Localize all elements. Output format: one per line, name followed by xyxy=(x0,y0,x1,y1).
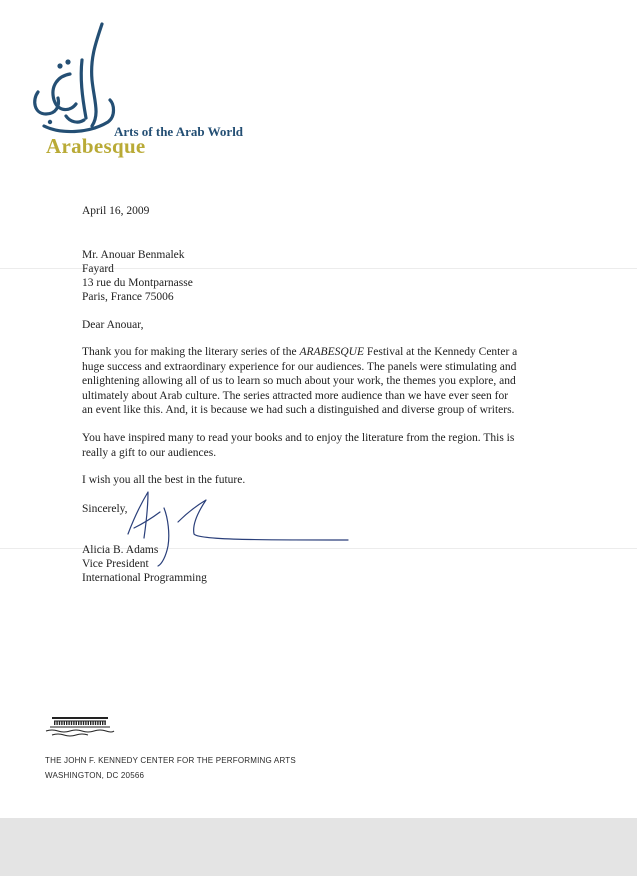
paragraph-line: ultimately about Arab culture. The series attracted more audience than we have ever seen for xyxy=(82,389,509,402)
salutation: Dear Anouar, xyxy=(82,319,144,331)
body-paragraph-1 xyxy=(82,345,582,418)
body-paragraph-3: I wish you all the best in the future. xyxy=(82,474,246,486)
footer-address: WASHINGTON, DC 20566 xyxy=(45,771,145,780)
recipient-company: Fayard xyxy=(82,263,114,275)
recipient-street: 13 rue du Montparnasse xyxy=(82,277,193,289)
body-paragraph-2 xyxy=(82,431,582,460)
arabic-calligraphy-logo-icon xyxy=(30,22,120,142)
paragraph-line: an event like this. And, it is because we had such a distinguished and diverse group of writers. xyxy=(82,404,515,417)
paragraph-line: huge success and extraordinary experience for our audiences. The panels were stimulating and xyxy=(82,360,517,373)
letter-date: April 16, 2009 xyxy=(82,205,150,217)
signatory-department: International Programming xyxy=(82,572,207,584)
signatory-title: Vice President xyxy=(82,558,149,570)
paragraph-line: enlightening allowing all of us to learn so much about your work, the themes you explore, and xyxy=(82,375,516,388)
text-fragment: Festival at the Kennedy Center a xyxy=(364,346,518,358)
closing: Sincerely, xyxy=(82,503,128,515)
signatory-name: Alicia B. Adams xyxy=(82,544,159,556)
footer-organization: THE JOHN F. KENNEDY CENTER FOR THE PERFORMING ARTS xyxy=(45,756,296,765)
text-fragment: Thank you for making the literary series of the xyxy=(82,346,300,358)
paragraph-line: really a gift to our audiences. xyxy=(82,446,217,459)
letterhead-tagline: Arts of the Arab World xyxy=(114,124,244,139)
kennedy-center-building-icon xyxy=(44,716,116,738)
recipient-city: Paris, France 75006 xyxy=(82,291,174,303)
festival-name: ARABESQUE xyxy=(299,346,364,358)
paragraph-line xyxy=(82,345,582,360)
paragraph-line: You have inspired many to read your books and to enjoy the literature from the region. This is xyxy=(82,432,515,444)
recipient-name: Mr. Anouar Benmalek xyxy=(82,249,185,261)
letterhead-wordmark: Arabesque xyxy=(46,134,146,158)
